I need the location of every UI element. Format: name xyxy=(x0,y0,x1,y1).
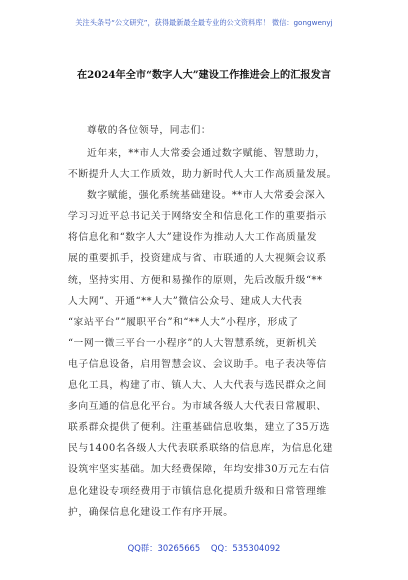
paragraph-line: 护，确保信息化建设工作有序开展。 xyxy=(68,506,234,518)
qq-number: QQ：535304092 xyxy=(210,543,281,553)
top-banner: 关注头条号“公文研究”，获得最新最全最专业的公文资料库！ 微信：gongwenyj xyxy=(75,18,333,27)
paragraph-line: 统，坚持实用、方便和易操作的原则，先后改版升级“** xyxy=(68,274,323,286)
page-title: 在2024年全市“数字人大”建设工作推进会上的汇报发言 xyxy=(76,69,331,81)
paragraph-line: 设筑牢坚实基础。加大经费保障，年均安排30万元左右信 xyxy=(68,464,330,476)
paragraph-line: 息化工具，构建了市、镇人大、人大代表与选民群众之间 xyxy=(68,380,327,392)
salutation: 尊敬的各位领导，同志们： xyxy=(87,125,212,136)
paragraph-line: 数字赋能，强化系统基础建设。**市人大常委会深入 xyxy=(87,190,326,202)
paragraph-line: 人大网”、开通“**人大”微信公众号、建成人大代表 xyxy=(68,295,303,307)
paragraph-line: 将信息化和“数字人大”建设作为推动人大工作高质量发 xyxy=(68,232,318,244)
paragraph-line: 学习习近平总书记关于网络安全和信息化工作的重要指示 xyxy=(68,211,327,223)
paragraph-line: 民与1400名各级人大代表联系联络的信息库，为信息化建 xyxy=(68,443,334,455)
qq-group-number: QQ群：30265665 xyxy=(127,543,201,553)
document-body xyxy=(68,118,358,523)
paragraph-line: 展的重要抓手，投资建成与省、市联通的人大视频会议系 xyxy=(68,253,327,265)
paragraph-line: 电子信息设备，启用智慧会议、会议助手。电子表决等信 xyxy=(68,358,327,370)
paragraph-line: 多向互通的信息化平台。为市域各级人大代表日常履职、 xyxy=(68,401,327,413)
paragraph-line: 近年来，**市人大常委会通过数字赋能、智慧助力， xyxy=(87,148,326,159)
paragraph-line: 联系群众提供了便利。注重基础信息收集，建立了35万选 xyxy=(68,422,330,434)
qq-footer xyxy=(0,542,408,554)
paragraph-line: “一网一微三平台一小程序”的人大智慧系统，更新机关 xyxy=(68,337,318,349)
paragraph-line: “家站平台”“履职平台”和“**人大”小程序，形成了 xyxy=(68,316,299,328)
paragraph-line: 息化建设专项经费用于市镇信息化提质升级和日常管理维 xyxy=(68,485,327,497)
paragraph-line: 不断提升人大工作质效，助力新时代人大工作高质量发展。 xyxy=(68,169,338,181)
